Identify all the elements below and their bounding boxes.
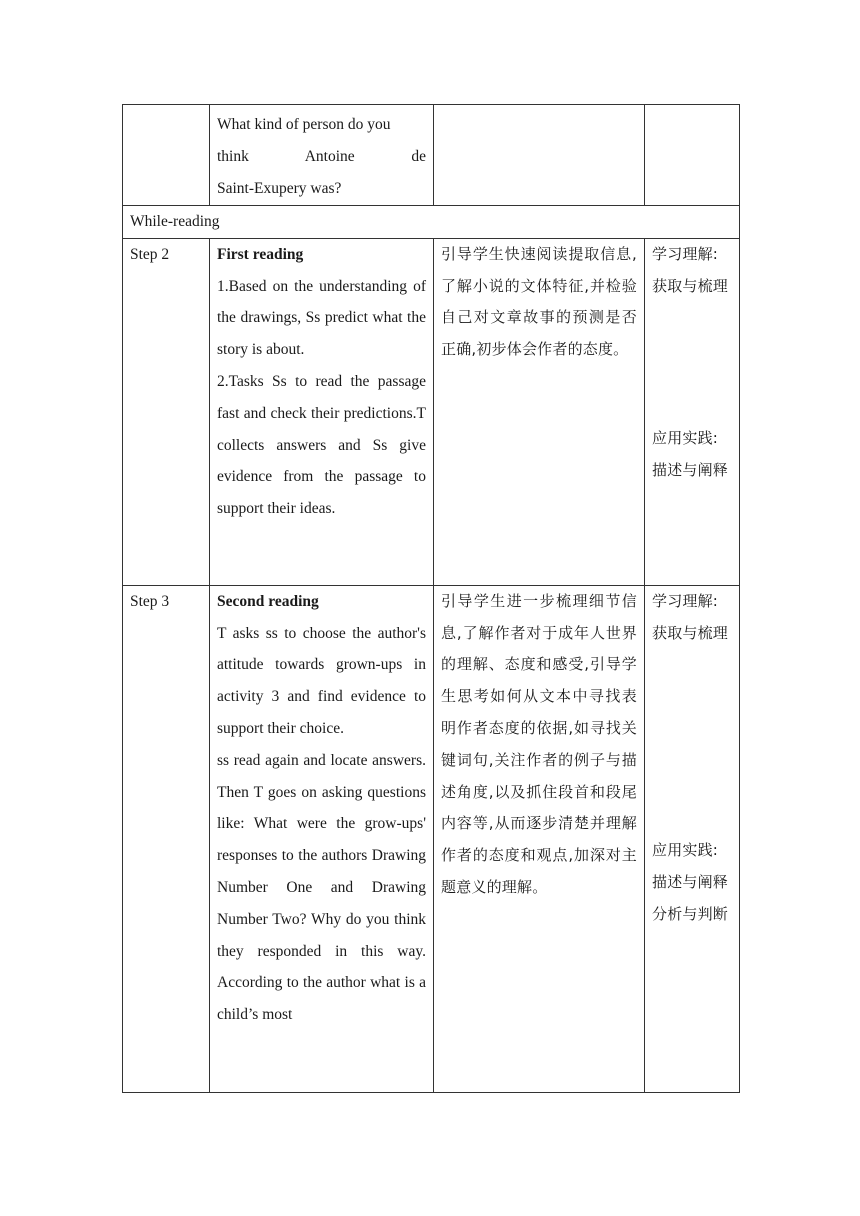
activity-heading: First reading [217,245,304,263]
section-label: While-reading [123,206,740,239]
activity-paragraph: T asks ss to choose the author's attitude towards grown-ups in activity 3 and find evidence to support their choice. [217,624,426,737]
activity-paragraph: 1.Based on the understanding of the drawings, Ss predict what the story is about. [217,277,426,359]
competence-cell [645,238,740,585]
competence-text: 获取与梳理 [652,276,729,295]
table-row [123,105,740,206]
step-cell: Step 2 [123,238,210,585]
activity-line: What kind of person do you [217,116,391,133]
competence-cell [645,105,740,206]
activity-heading: Second reading [217,592,319,610]
step-cell [123,105,210,206]
step-cell: Step 3 [123,585,210,1092]
competence-text: 分析与判断 [652,904,729,923]
table-row [123,585,740,1092]
competence-text: 获取与梳理 [652,623,729,642]
activity-line: think Antoine de [217,147,426,165]
competence-title: 学习理解: [652,244,719,263]
spacer [652,302,732,423]
purpose-cell: 引导学生快速阅读提取信息,了解小说的文体特征,并检验自己对文章故事的预测是否正确,初步体会作者的态度。 [434,238,645,585]
purpose-cell: 引导学生进一步梳理细节信息,了解作者对于成年人世界的理解、态度和感受,引导学生思考如何从文本中寻找表明作者态度的依据,如寻找关键词句,关注作者的例子与描述角度,以及抓住段首和段尾内容等,从而逐步清楚并理解作者的态度和观点,加深对主题意义的理解。 [434,585,645,1092]
activity-line: Saint-Exupery was? [217,179,342,197]
purpose-cell [434,105,645,206]
table-row [123,238,740,585]
activity-cell [210,238,434,585]
competence-cell [645,585,740,1092]
activity-cell [210,585,434,1092]
table-row [123,206,740,239]
spacer [652,649,732,835]
competence-text: 描述与阐释 [652,461,729,480]
competence-title: 学习理解: [652,591,719,610]
competence-title: 应用实践: [652,429,719,448]
competence-text: 描述与阐释 [652,873,729,892]
competence-title: 应用实践: [652,841,719,860]
activity-paragraph: ss read again and locate answers. Then T goes on asking questions like: What were the grow-ups' responses to the authors Drawing Number One and Drawing Number Two? Why do you think they responded in this way. According to the author what is a child’s most [217,751,426,1024]
activity-paragraph: 2.Tasks Ss to read the passage fast and check their predictions.T collects answers and Ss give evidence from the passage to support their ideas. [217,372,426,518]
activity-cell [210,105,434,206]
lesson-plan-table [122,104,740,1093]
